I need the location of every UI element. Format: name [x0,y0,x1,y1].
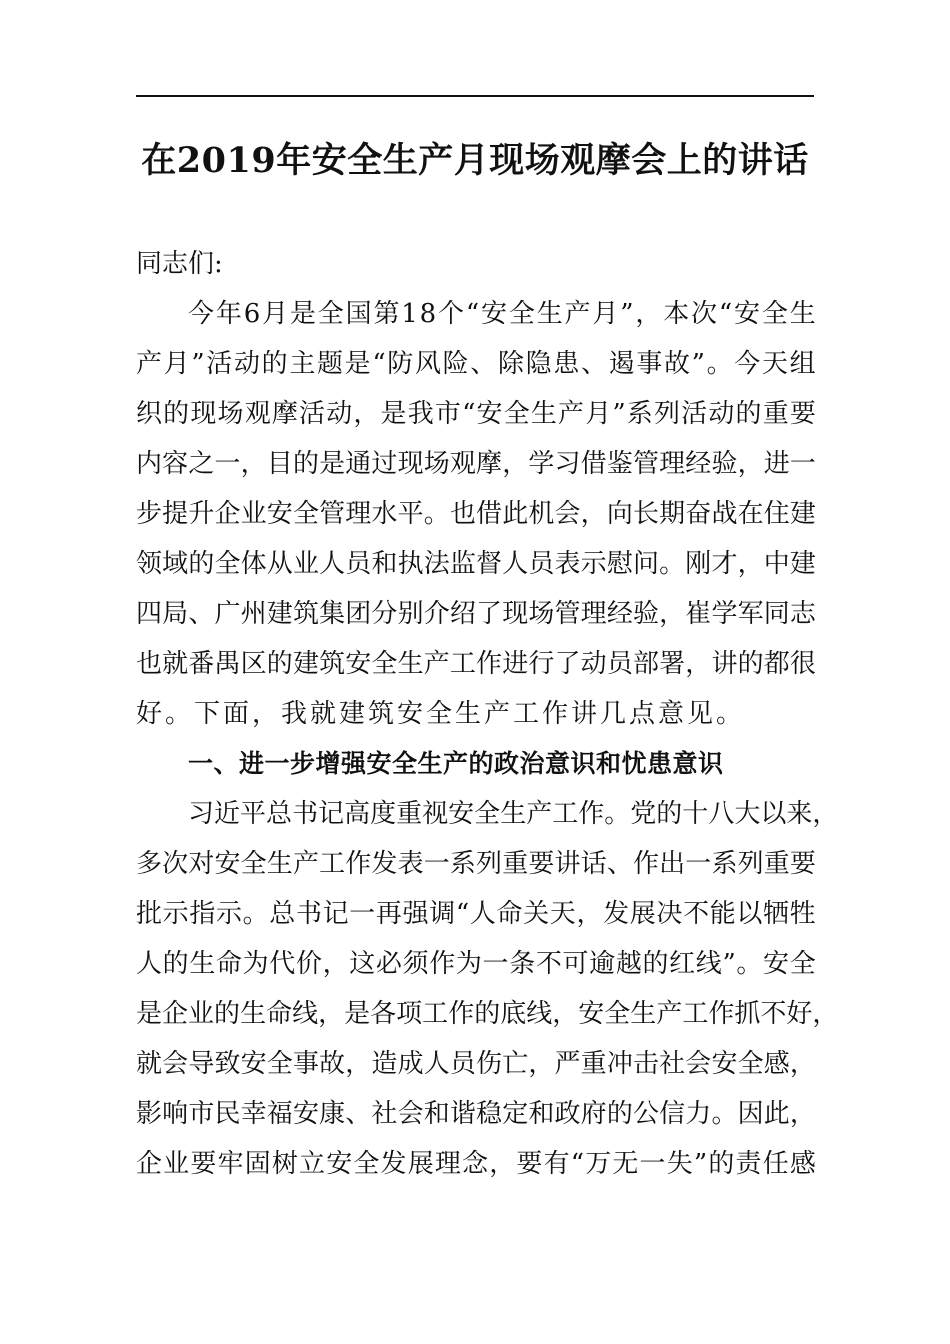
document-body [136,239,839,1189]
text-line: 领 域 的 全 体 从 业 人 员 和 执 法 监 督 人 员 表 示 慰 问 。 刚 才 ， 中 建 [136,549,816,579]
text-line: 内 容 之 一 ， 目 的 是 通 过 现 场 观 摩 ， 学 习 借 鉴 管 理 经 验 ， 进 一 [136,449,816,479]
greeting: 同志们: [136,249,223,279]
header-rule [136,95,814,97]
section-heading: 一、进一步增强安全生产的政治意识和忧患意识 [188,749,724,778]
text-line: 企 业 要 牢 固 树 立 安 全 发 展 理 念 ， 要 有 “ 万 无 一 失 ” 的 责 任 感 [136,1149,816,1179]
text-line: 织 的 现 场 观 摩 活 动 ， 是 我 市 “ 安 全 生 产 月 ” 系 列 活 动 的 重 要 [136,399,816,429]
text-line: 今 年 6 月 是 全 国 第 1 8 个 “ 安 全 生 产 月 ” ， 本 次 “ 安 全 生 [188,299,816,329]
text-line: 产 月 ” 活 动 的 主 题 是 “ 防 风 险 、 除 隐 患 、 遏 事 故 ” 。 今 天 组 [136,349,816,379]
text-line: 也 就 番 禺 区 的 建 筑 安 全 生 产 工 作 进 行 了 动 员 部 署 ， 讲 的 都 很 [136,649,816,679]
text-line: 多 次 对 安 全 生 产 工 作 发 表 一 系 列 重 要 讲 话 、 作 出 一 系 列 重 要 [136,849,816,879]
text-line: 步 提 升 企 业 安 全 管 理 水 平 。 也 借 此 机 会 ， 向 长 期 奋 战 在 住 建 [136,499,816,529]
text-line: 习 近 平 总 书 记 高 度 重 视 安 全 生 产 工 作 。 党 的 十 八 大 以 来 ， [188,799,839,829]
text-line: 是 企 业 的 生 命 线 ， 是 各 项 工 作 的 底 线 ， 安 全 生 产 工 作 抓 不 好 ， [136,999,839,1029]
text-line: 四 局 、 广 州 建 筑 集 团 分 别 介 绍 了 现 场 管 理 经 验 ， 崔 学 军 同 志 [136,599,816,629]
text-line: 影 响 市 民 幸 福 安 康 、 社 会 和 谐 稳 定 和 政 府 的 公 信 力 。 因 此 ， [136,1099,816,1129]
text-line: 批 示 指 示 。 总 书 记 一 再 强 调 “ 人 命 关 天 ， 发 展 决 不 能 以 牺 牲 [136,899,816,929]
text-line: 就 会 导 致 安 全 事 故 ， 造 成 人 员 伤 亡 ， 严 重 冲 击 社 会 安 全 感 ， [136,1049,816,1079]
paragraph-lines [136,289,839,1189]
text-line: 好。下面，我就建筑安全生产工作讲几点意见。 [136,699,746,729]
document-title: 在2019年安全生产月现场观摩会上的讲话 [141,140,809,181]
text-line: 人 的 生 命 为 代 价 ， 这 必 须 作 为 一 条 不 可 逾 越 的 红 线 ” 。 安 全 [136,949,816,979]
